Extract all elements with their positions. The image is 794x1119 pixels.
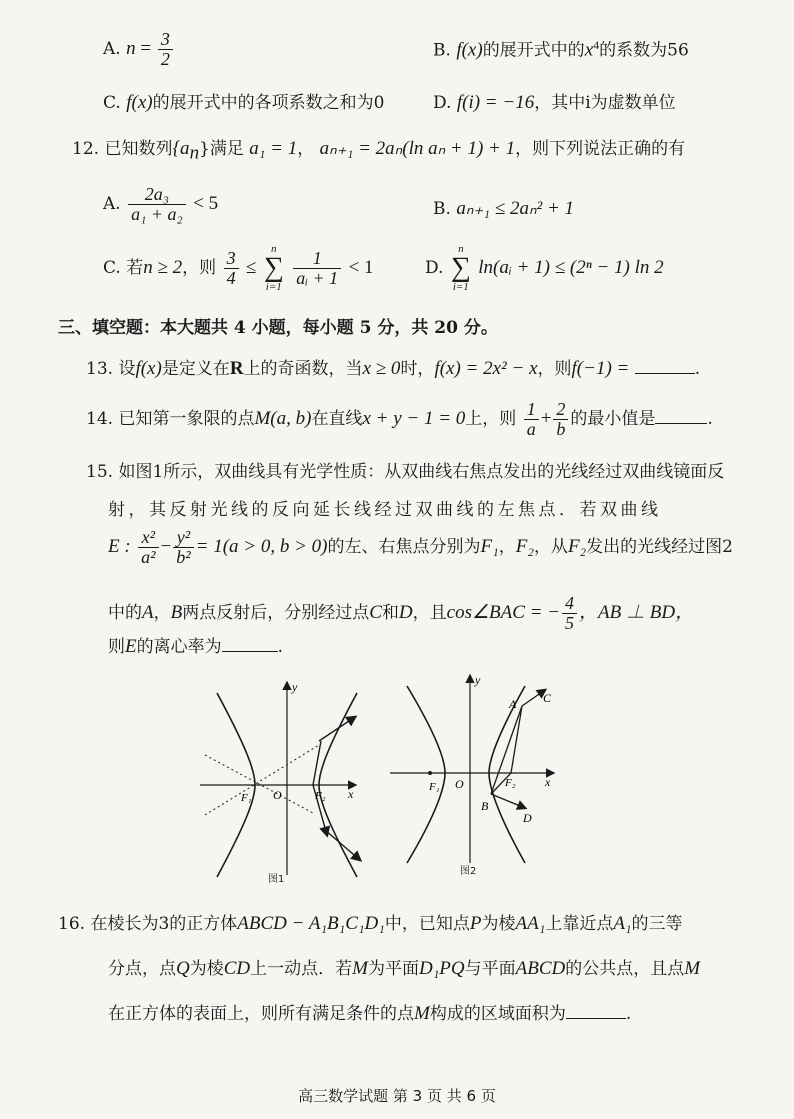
fig2-label-b: B [481, 799, 489, 813]
figure-1-caption: 图1 [268, 874, 285, 885]
q14-answer-blank [655, 422, 707, 424]
q15-answer-blank [222, 650, 278, 652]
fig2-label-x: x [545, 775, 551, 789]
q11-option-a: A. n = $\frac{3}{2}$ [103, 30, 175, 69]
q15-line-1: 15. 如图1所示，双曲线具有光学性质：从双曲线右焦点发出的光线经过双曲线镜面反 [86, 462, 725, 482]
q12-option-b: B. aₙ₊₁ ≤ 2aₙ² + 1 [433, 198, 575, 219]
q16-line-1: 16. 在棱长为3的正方体ABCD − A₁B₁C₁D₁中，已知点P为棱AA₁上靠近点A₁的三等 [58, 913, 683, 934]
q12-option-c: C. 若n ≥ 2，则 $\frac{3}{4}$ ≤ n ∑ i=1 $\frac{1}{\text{aᵢ + 1}}$ < 1 [103, 243, 374, 293]
fig2-label-d: D [523, 811, 532, 825]
fig1-label-y: y [292, 680, 298, 694]
fig2-left-branch [407, 686, 445, 863]
q11-option-b: B. f(x)的展开式中的$x^4$的系数为56 [433, 38, 689, 61]
fig1-reflect-up [319, 717, 355, 741]
fig2-point-f1 [428, 771, 432, 775]
q15-fraction-y: $\frac{\text{y²}}{\text{b²}}$ [173, 528, 193, 567]
fig1-dotted-line-2 [205, 745, 319, 815]
q15-fraction-cos: $\frac{4}{5}$ [562, 594, 577, 633]
fig2-label-c: C [543, 691, 552, 705]
q15-line-3: E : $\frac{\text{x²}}{\text{a²}}$ − $\frac{\text{y²}}{\text{b²}}$ = 1(a > 0, b > 0)的左、右焦点分别为F₁，F₂，从F₂发出的光线经过图2 [108, 527, 733, 567]
q14-fraction-1: $\frac{1}{a}$ [524, 400, 539, 439]
q15-fraction-x: $\frac{\text{x²}}{\text{a²}}$ [138, 528, 158, 567]
figure-2-caption: 图2 [460, 866, 477, 877]
q16-line-2: 分点，点Q为棱CD上一动点．若M为平面D₁PQ与平面ABCD的公共点，且点M [108, 958, 701, 979]
fig1-label-x: x [348, 787, 354, 801]
figure-2 [385, 668, 570, 878]
q16-answer-blank [566, 1017, 626, 1019]
q12-a-fraction: $\frac{\text{2a₃}}{\text{a₁ + a₂}}$ [128, 185, 186, 224]
q12-stem: 12. 已知数列$\{a_n\}$满足 a₁ = 1， aₙ₊₁ = 2aₙ(ln aₙ + 1) + 1，则下列说法正确的有 [72, 138, 686, 164]
q16-line-3: 在正方体的表面上，则所有满足条件的点M构成的区域面积为 . [108, 1003, 632, 1024]
fig1-reflect-down [325, 830, 360, 860]
fig1-label-f1: F₁ [241, 792, 252, 804]
q12-c-fraction: $\frac{3}{4}$ [224, 249, 239, 288]
fig1-label-o: O [273, 788, 282, 802]
fig1-label-f2: F₂ [315, 790, 326, 802]
q13-answer-blank [635, 372, 695, 374]
fig1-dotted-line-1 [205, 755, 313, 813]
q11-option-c: C. f(x)的展开式中的各项系数之和为0 [103, 92, 385, 113]
q15-line-2: 射，其反射光线的反向延长线经过双曲线的左焦点．若双曲线 [108, 500, 662, 520]
q14: 14. 已知第一象限的点M(a, b)在直线x + y − 1 = 0上，则 $\frac{1}{a}$ + $\frac{2}{b}$ 的最小值是 . [86, 399, 713, 439]
figure-1 [195, 675, 375, 885]
q12-option-d: D. n ∑ i=1 ln(aᵢ + 1) ≤ (2ⁿ − 1) ln 2 [425, 243, 664, 293]
fig2-ray-fa [511, 706, 522, 773]
fig2-label-a: A [509, 697, 517, 711]
q11-option-d: D. f(i) = −16，其中i为虚数单位 [433, 92, 676, 113]
q11-a-fraction: $\frac{3}{2}$ [158, 30, 173, 69]
q15-line-5: 则E的离心率为 . [108, 636, 284, 657]
q12-c-summation: n ∑ i=1 [263, 243, 284, 293]
page-footer: 高三数学试题 第 3 页 共 6 页 [298, 1087, 496, 1105]
q13: 13. 设f(x)是定义在R上的奇函数，当x ≥ 0时，f(x) = 2x² − x，则f(−1) = . [86, 358, 701, 379]
q15-line-4: 中的A，B两点反射后，分别经过点C和D，且cos∠BAC = − $\frac{4}{5}$ ，AB ⊥ BD， [108, 593, 695, 633]
fig2-ray-ac [522, 690, 545, 706]
fig2-label-y: y [475, 673, 481, 687]
fig2-label-o: O [455, 777, 464, 791]
q12-c-term: $\frac{1}{\text{aᵢ + 1}}$ [293, 249, 341, 288]
section-title: 三、填空题：本大题共 4 小题，每小题 5 分，共 20 分。 [58, 318, 498, 338]
fig2-label-f1: F₁ [429, 781, 440, 793]
q12-option-a: A. $\frac{\text{2a₃}}{\text{a₁ + a₂}}$ < 5 [103, 184, 219, 224]
q12-d-summation: n ∑ i=1 [450, 243, 471, 293]
fig2-ray-bd [491, 794, 525, 808]
q14-fraction-2: $\frac{2}{b}$ [553, 400, 568, 439]
fig2-label-f2: F₂ [505, 777, 516, 789]
